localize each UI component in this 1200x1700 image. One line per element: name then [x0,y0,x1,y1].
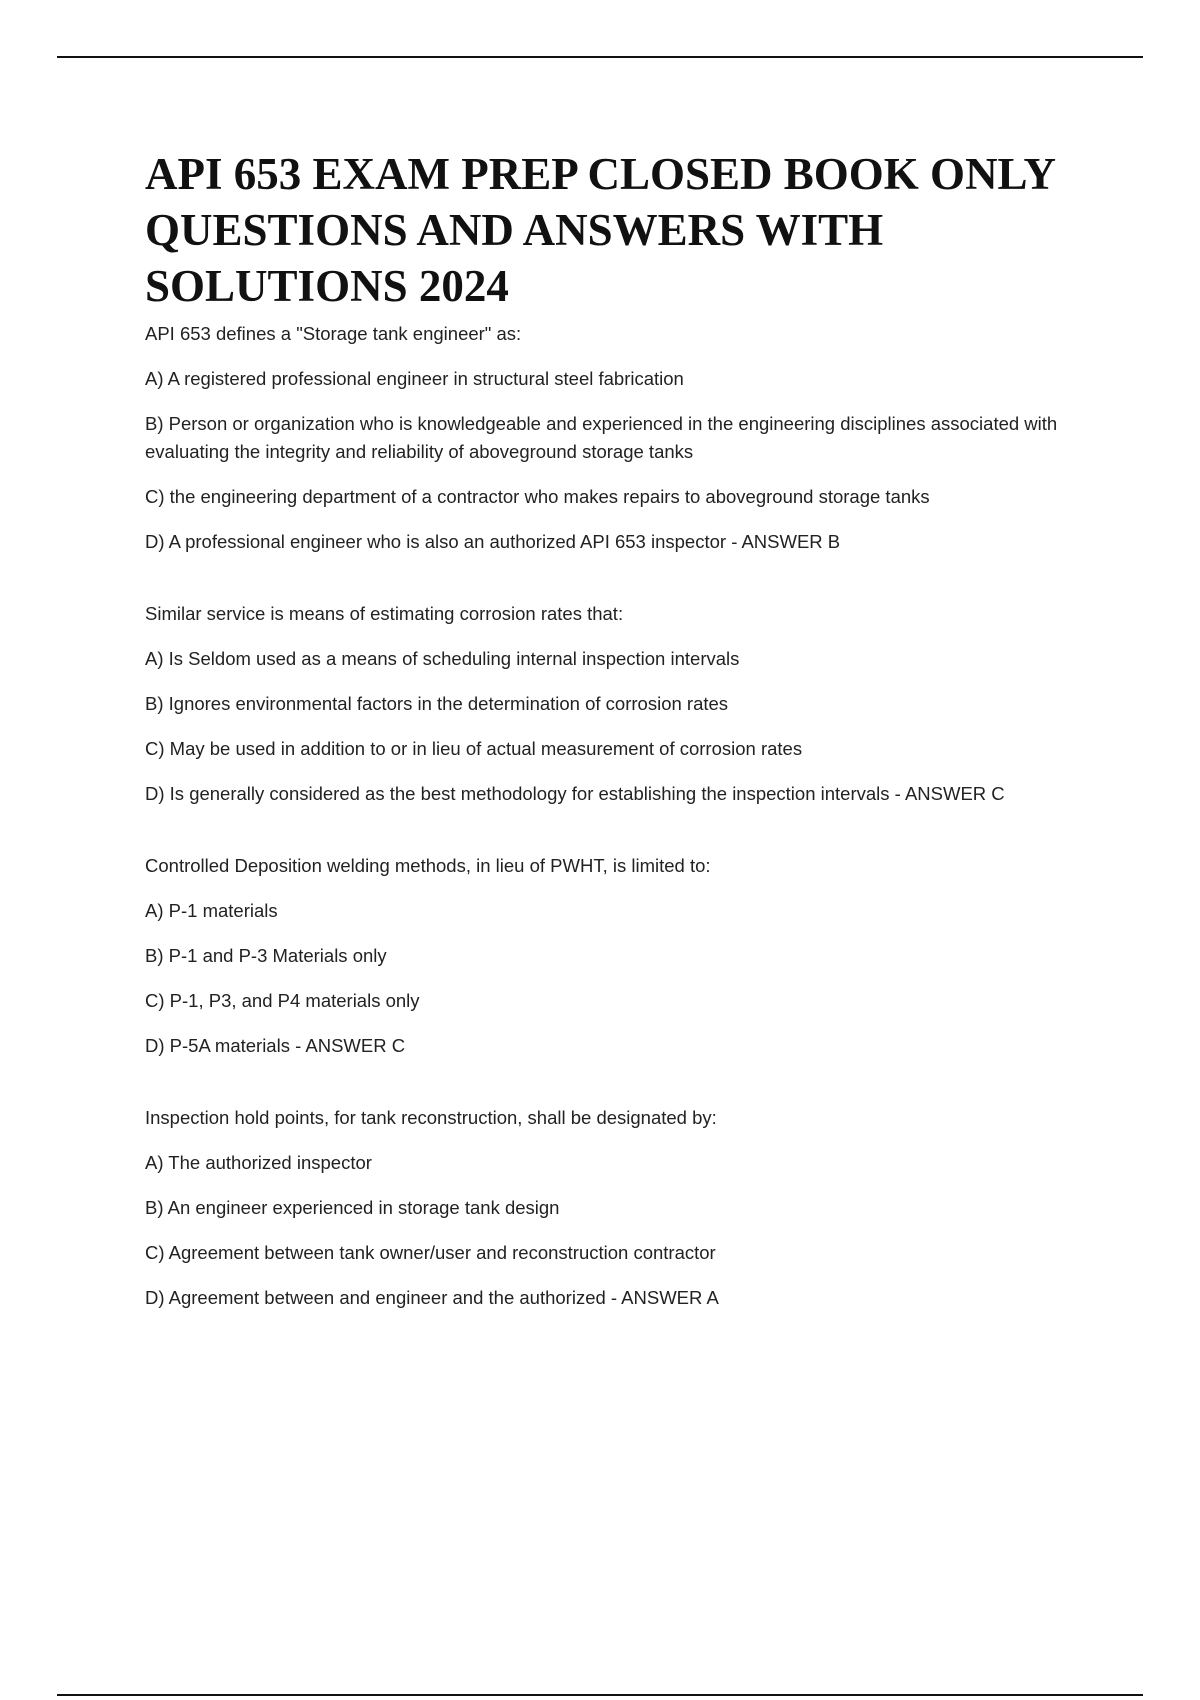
answer-option-d: D) P-5A materials - ANSWER C [145,1035,406,1056]
answer-option-a: A) P-1 materials [145,900,278,921]
answer-option-d: D) Is generally considered as the best methodology for establishing the inspection intervals - ANSWER C [145,783,1005,804]
answer-option-a: A) Is Seldom used as a means of scheduling internal inspection intervals [145,648,740,669]
document-body [145,146,1105,1356]
question-1 [145,320,1105,556]
answer-option-d: D) Agreement between and engineer and the authorized - ANSWER A [145,1287,719,1308]
question-2 [145,600,1105,808]
question-4 [145,1104,1105,1312]
top-divider [57,56,1143,58]
answer-option-d: D) A professional engineer who is also an authorized API 653 inspector - ANSWER B [145,531,841,552]
answer-option-b: B) An engineer experienced in storage tank design [145,1197,560,1218]
question-text: Controlled Deposition welding methods, in lieu of PWHT, is limited to: [145,855,711,876]
answer-option-c: C) P-1, P3, and P4 materials only [145,990,420,1011]
document-title: API 653 EXAM PREP CLOSED BOOK ONLY QUESTIONS AND ANSWERS WITH SOLUTIONS 2024 [145,149,1055,311]
question-3 [145,852,1105,1060]
answer-option-c: C) Agreement between tank owner/user and reconstruction contractor [145,1242,716,1263]
answer-option-c: C) the engineering department of a contractor who makes repairs to aboveground storage tanks [145,486,930,507]
answer-option-c: C) May be used in addition to or in lieu of actual measurement of corrosion rates [145,738,803,759]
answer-option-b: B) P-1 and P-3 Materials only [145,945,387,966]
answer-option-b: B) Ignores environmental factors in the determination of corrosion rates [145,693,729,714]
answer-option-a: A) The authorized inspector [145,1152,372,1173]
answer-option-a: A) A registered professional engineer in structural steel fabrication [145,368,684,389]
question-text: Similar service is means of estimating corrosion rates that: [145,603,624,624]
answer-option-b: B) Person or organization who is knowledgeable and experienced in the engineering disciplines associated with evaluating the integrity and reliability of aboveground storage tanks [145,413,1058,462]
question-text: Inspection hold points, for tank reconstruction, shall be designated by: [145,1107,717,1128]
question-text: API 653 defines a "Storage tank engineer" as: [145,323,522,344]
bottom-divider [57,1694,1143,1696]
